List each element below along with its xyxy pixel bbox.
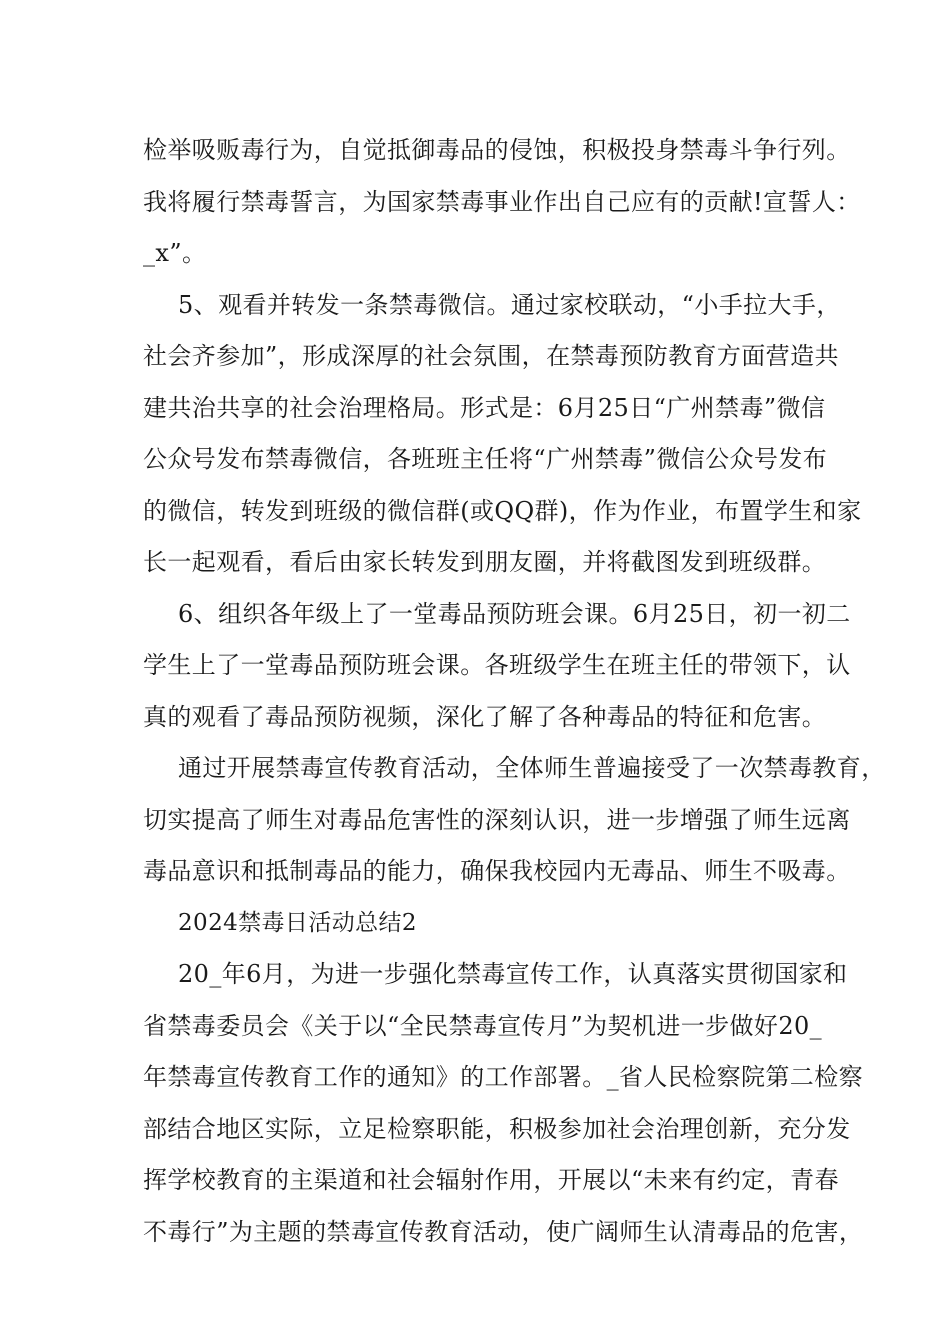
paragraph-start-line: 20_年6月，为进一步强化禁毒宣传工作，认真落实贯彻国家和 — [178, 960, 848, 988]
text-line: 的微信，转发到班级的微信群(或QQ群)，作为作业，布置学生和家 — [143, 497, 862, 525]
text-line: 毒品意识和抵制毒品的能力，确保我校园内无毒品、师生不吸毒。 — [143, 857, 851, 885]
text-line: 年禁毒宣传教育工作的通知》的工作部署。_省人民检察院第二检察 — [143, 1063, 863, 1091]
text-line: 切实提高了师生对毒品危害性的深刻认识，进一步增强了师生远离 — [143, 806, 851, 834]
text-line: 长一起观看，看后由家长转发到朋友圈，并将截图发到班级群。 — [143, 548, 827, 576]
text-line: 社会齐参加”，形成深厚的社会氛围，在禁毒预防教育方面营造共 — [143, 342, 839, 370]
text-line: _x”。 — [143, 239, 207, 267]
text-line: 学生上了一堂毒品预防班会课。各班级学生在班主任的带领下，认 — [143, 651, 851, 679]
paragraph-start-line: 5、观看并转发一条禁毒微信。通过家校联动，“小手拉大手， — [178, 291, 841, 319]
text-line: 建共治共享的社会治理格局。形式是：6月25日“广州禁毒”微信 — [143, 394, 826, 422]
section-heading: 2024禁毒日活动总结2 — [178, 910, 417, 936]
paragraph-start-line: 通过开展禁毒宣传教育活动，全体师生普遍接受了一次禁毒教育， — [178, 754, 886, 782]
text-line: 公众号发布禁毒微信，各班班主任将“广州禁毒”微信公众号发布 — [143, 445, 828, 473]
text-line: 检举吸贩毒行为，自觉抵御毒品的侵蚀，积极投身禁毒斗争行列。 — [143, 136, 851, 164]
text-line: 不毒行”为主题的禁毒宣传教育活动，使广阔师生认清毒品的危害， — [143, 1218, 864, 1246]
paragraph-start-line: 6、组织各年级上了一堂毒品预防班会课。6月25日，初一初二 — [178, 600, 851, 628]
text-line: 我将履行禁毒誓言，为国家禁毒事业作出自己应有的贡献!宣誓人： — [143, 188, 861, 216]
text-line: 部结合地区实际，立足检察职能，积极参加社会治理创新，充分发 — [143, 1115, 851, 1143]
text-line: 真的观看了毒品预防视频，深化了解了各种毒品的特征和危害。 — [143, 703, 827, 731]
text-line: 挥学校教育的主渠道和社会辐射作用，开展以“未来有约定，青春 — [143, 1166, 839, 1194]
text-line: 省禁毒委员会《关于以“全民禁毒宣传月”为契机进一步做好20_ — [143, 1012, 823, 1040]
